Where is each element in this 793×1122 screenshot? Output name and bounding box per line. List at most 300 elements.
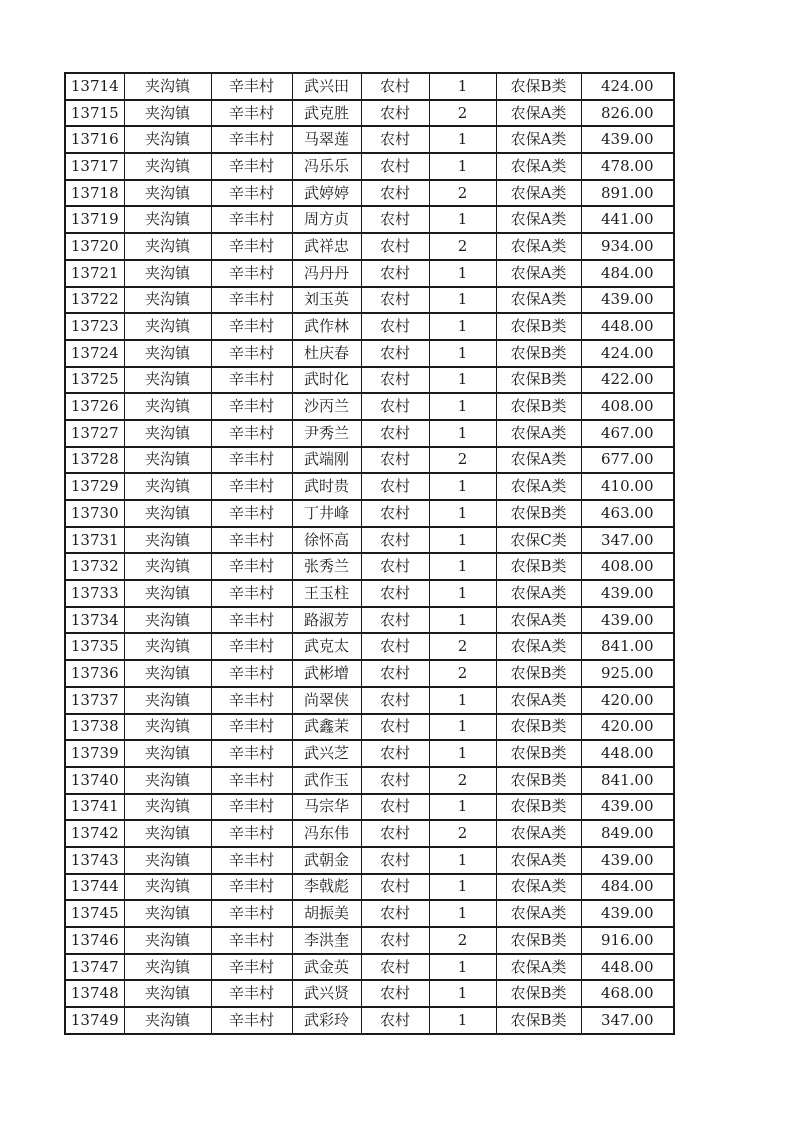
cell-id: 13729 bbox=[65, 473, 124, 500]
cell-town: 夹沟镇 bbox=[124, 874, 211, 901]
cell-town: 夹沟镇 bbox=[124, 633, 211, 660]
table-row bbox=[65, 767, 674, 794]
cell-town: 夹沟镇 bbox=[124, 233, 211, 260]
cell-village: 辛丰村 bbox=[211, 900, 292, 927]
cell-id: 13734 bbox=[65, 607, 124, 634]
cell-amount: 468.00 bbox=[581, 980, 674, 1007]
cell-count: 2 bbox=[429, 447, 496, 474]
table-row bbox=[65, 527, 674, 554]
cell-village: 辛丰村 bbox=[211, 714, 292, 741]
cell-amount: 925.00 bbox=[581, 660, 674, 687]
cell-category: 农保B类 bbox=[496, 393, 581, 420]
table-row bbox=[65, 927, 674, 954]
cell-id: 13743 bbox=[65, 847, 124, 874]
cell-id: 13717 bbox=[65, 153, 124, 180]
cell-town: 夹沟镇 bbox=[124, 767, 211, 794]
table-row bbox=[65, 1007, 674, 1034]
table-row bbox=[65, 740, 674, 767]
table-row bbox=[65, 633, 674, 660]
cell-type: 农村 bbox=[361, 180, 429, 207]
cell-town: 夹沟镇 bbox=[124, 794, 211, 821]
cell-count: 1 bbox=[429, 580, 496, 607]
cell-count: 2 bbox=[429, 633, 496, 660]
cell-id: 13749 bbox=[65, 1007, 124, 1034]
cell-town: 夹沟镇 bbox=[124, 607, 211, 634]
table-row bbox=[65, 900, 674, 927]
cell-category: 农保A类 bbox=[496, 687, 581, 714]
cell-amount: 424.00 bbox=[581, 73, 674, 100]
cell-name: 武彬增 bbox=[292, 660, 361, 687]
cell-town: 夹沟镇 bbox=[124, 287, 211, 314]
cell-category: 农保A类 bbox=[496, 206, 581, 233]
cell-type: 农村 bbox=[361, 473, 429, 500]
table-row bbox=[65, 100, 674, 127]
cell-name: 武兴贤 bbox=[292, 980, 361, 1007]
cell-count: 1 bbox=[429, 794, 496, 821]
cell-id: 13728 bbox=[65, 447, 124, 474]
cell-category: 农保A类 bbox=[496, 633, 581, 660]
cell-category: 农保B类 bbox=[496, 500, 581, 527]
cell-name: 武彩玲 bbox=[292, 1007, 361, 1034]
cell-name: 王玉柱 bbox=[292, 580, 361, 607]
cell-amount: 484.00 bbox=[581, 260, 674, 287]
cell-name: 武鑫茉 bbox=[292, 714, 361, 741]
cell-category: 农保A类 bbox=[496, 607, 581, 634]
cell-category: 农保A类 bbox=[496, 420, 581, 447]
cell-category: 农保A类 bbox=[496, 580, 581, 607]
cell-category: 农保A类 bbox=[496, 180, 581, 207]
table-row bbox=[65, 73, 674, 100]
cell-id: 13740 bbox=[65, 767, 124, 794]
cell-id: 13715 bbox=[65, 100, 124, 127]
cell-type: 农村 bbox=[361, 847, 429, 874]
cell-type: 农村 bbox=[361, 927, 429, 954]
cell-type: 农村 bbox=[361, 660, 429, 687]
table-row bbox=[65, 313, 674, 340]
cell-type: 农村 bbox=[361, 714, 429, 741]
cell-category: 农保A类 bbox=[496, 126, 581, 153]
cell-count: 1 bbox=[429, 340, 496, 367]
cell-amount: 408.00 bbox=[581, 553, 674, 580]
cell-name: 李洪奎 bbox=[292, 927, 361, 954]
cell-village: 辛丰村 bbox=[211, 180, 292, 207]
cell-type: 农村 bbox=[361, 420, 429, 447]
cell-village: 辛丰村 bbox=[211, 287, 292, 314]
cell-name: 武端刚 bbox=[292, 447, 361, 474]
cell-id: 13725 bbox=[65, 367, 124, 394]
cell-id: 13736 bbox=[65, 660, 124, 687]
cell-type: 农村 bbox=[361, 393, 429, 420]
cell-village: 辛丰村 bbox=[211, 447, 292, 474]
cell-town: 夹沟镇 bbox=[124, 714, 211, 741]
cell-category: 农保B类 bbox=[496, 1007, 581, 1034]
cell-category: 农保B类 bbox=[496, 553, 581, 580]
cell-category: 农保C类 bbox=[496, 527, 581, 554]
cell-amount: 448.00 bbox=[581, 740, 674, 767]
cell-town: 夹沟镇 bbox=[124, 927, 211, 954]
cell-town: 夹沟镇 bbox=[124, 500, 211, 527]
cell-village: 辛丰村 bbox=[211, 473, 292, 500]
cell-village: 辛丰村 bbox=[211, 607, 292, 634]
cell-id: 13720 bbox=[65, 233, 124, 260]
cell-village: 辛丰村 bbox=[211, 126, 292, 153]
cell-id: 13744 bbox=[65, 874, 124, 901]
cell-name: 武作林 bbox=[292, 313, 361, 340]
cell-amount: 439.00 bbox=[581, 126, 674, 153]
cell-name: 冯东伟 bbox=[292, 820, 361, 847]
cell-category: 农保B类 bbox=[496, 340, 581, 367]
cell-village: 辛丰村 bbox=[211, 206, 292, 233]
cell-count: 1 bbox=[429, 313, 496, 340]
table-row bbox=[65, 874, 674, 901]
cell-category: 农保A类 bbox=[496, 287, 581, 314]
cell-type: 农村 bbox=[361, 287, 429, 314]
cell-village: 辛丰村 bbox=[211, 500, 292, 527]
cell-count: 1 bbox=[429, 473, 496, 500]
cell-town: 夹沟镇 bbox=[124, 260, 211, 287]
cell-village: 辛丰村 bbox=[211, 633, 292, 660]
cell-id: 13726 bbox=[65, 393, 124, 420]
cell-name: 尚翠侠 bbox=[292, 687, 361, 714]
cell-type: 农村 bbox=[361, 1007, 429, 1034]
cell-count: 2 bbox=[429, 180, 496, 207]
cell-id: 13731 bbox=[65, 527, 124, 554]
cell-amount: 347.00 bbox=[581, 1007, 674, 1034]
cell-category: 农保A类 bbox=[496, 820, 581, 847]
cell-type: 农村 bbox=[361, 126, 429, 153]
cell-village: 辛丰村 bbox=[211, 660, 292, 687]
cell-town: 夹沟镇 bbox=[124, 447, 211, 474]
cell-amount: 420.00 bbox=[581, 714, 674, 741]
cell-count: 1 bbox=[429, 740, 496, 767]
cell-amount: 448.00 bbox=[581, 954, 674, 981]
table-row bbox=[65, 447, 674, 474]
cell-count: 1 bbox=[429, 900, 496, 927]
table-row bbox=[65, 367, 674, 394]
cell-village: 辛丰村 bbox=[211, 740, 292, 767]
cell-id: 13735 bbox=[65, 633, 124, 660]
table-row bbox=[65, 393, 674, 420]
cell-id: 13723 bbox=[65, 313, 124, 340]
cell-id: 13742 bbox=[65, 820, 124, 847]
cell-town: 夹沟镇 bbox=[124, 126, 211, 153]
cell-amount: 420.00 bbox=[581, 687, 674, 714]
cell-village: 辛丰村 bbox=[211, 340, 292, 367]
cell-town: 夹沟镇 bbox=[124, 393, 211, 420]
cell-id: 13716 bbox=[65, 126, 124, 153]
table-row bbox=[65, 420, 674, 447]
cell-category: 农保A类 bbox=[496, 954, 581, 981]
cell-name: 武祥忠 bbox=[292, 233, 361, 260]
cell-village: 辛丰村 bbox=[211, 927, 292, 954]
table-row bbox=[65, 954, 674, 981]
table-row bbox=[65, 260, 674, 287]
cell-name: 周方贞 bbox=[292, 206, 361, 233]
cell-amount: 826.00 bbox=[581, 100, 674, 127]
cell-count: 2 bbox=[429, 927, 496, 954]
cell-type: 农村 bbox=[361, 500, 429, 527]
cell-amount: 408.00 bbox=[581, 393, 674, 420]
cell-name: 马宗华 bbox=[292, 794, 361, 821]
cell-amount: 916.00 bbox=[581, 927, 674, 954]
cell-type: 农村 bbox=[361, 153, 429, 180]
cell-town: 夹沟镇 bbox=[124, 1007, 211, 1034]
cell-category: 农保A类 bbox=[496, 447, 581, 474]
cell-type: 农村 bbox=[361, 260, 429, 287]
table-row bbox=[65, 206, 674, 233]
cell-type: 农村 bbox=[361, 100, 429, 127]
cell-count: 2 bbox=[429, 767, 496, 794]
cell-id: 13733 bbox=[65, 580, 124, 607]
cell-name: 路淑芳 bbox=[292, 607, 361, 634]
cell-id: 13741 bbox=[65, 794, 124, 821]
cell-village: 辛丰村 bbox=[211, 687, 292, 714]
cell-amount: 439.00 bbox=[581, 900, 674, 927]
cell-town: 夹沟镇 bbox=[124, 180, 211, 207]
cell-village: 辛丰村 bbox=[211, 820, 292, 847]
cell-town: 夹沟镇 bbox=[124, 527, 211, 554]
cell-type: 农村 bbox=[361, 553, 429, 580]
cell-amount: 448.00 bbox=[581, 313, 674, 340]
cell-town: 夹沟镇 bbox=[124, 473, 211, 500]
table-row bbox=[65, 553, 674, 580]
cell-name: 武婷婷 bbox=[292, 180, 361, 207]
cell-village: 辛丰村 bbox=[211, 553, 292, 580]
cell-name: 冯乐乐 bbox=[292, 153, 361, 180]
cell-amount: 347.00 bbox=[581, 527, 674, 554]
cell-village: 辛丰村 bbox=[211, 874, 292, 901]
cell-town: 夹沟镇 bbox=[124, 687, 211, 714]
cell-id: 13724 bbox=[65, 340, 124, 367]
cell-id: 13748 bbox=[65, 980, 124, 1007]
cell-name: 刘玉英 bbox=[292, 287, 361, 314]
cell-town: 夹沟镇 bbox=[124, 100, 211, 127]
cell-village: 辛丰村 bbox=[211, 767, 292, 794]
cell-name: 武时贵 bbox=[292, 473, 361, 500]
table-row bbox=[65, 660, 674, 687]
cell-id: 13738 bbox=[65, 714, 124, 741]
cell-village: 辛丰村 bbox=[211, 367, 292, 394]
cell-town: 夹沟镇 bbox=[124, 900, 211, 927]
cell-amount: 410.00 bbox=[581, 473, 674, 500]
cell-type: 农村 bbox=[361, 447, 429, 474]
cell-town: 夹沟镇 bbox=[124, 660, 211, 687]
cell-amount: 934.00 bbox=[581, 233, 674, 260]
cell-name: 武朝金 bbox=[292, 847, 361, 874]
cell-name: 武兴芝 bbox=[292, 740, 361, 767]
cell-count: 1 bbox=[429, 980, 496, 1007]
cell-category: 农保A类 bbox=[496, 874, 581, 901]
table-row bbox=[65, 233, 674, 260]
cell-village: 辛丰村 bbox=[211, 100, 292, 127]
cell-count: 1 bbox=[429, 1007, 496, 1034]
cell-town: 夹沟镇 bbox=[124, 340, 211, 367]
cell-name: 武兴田 bbox=[292, 73, 361, 100]
cell-count: 1 bbox=[429, 393, 496, 420]
cell-type: 农村 bbox=[361, 340, 429, 367]
cell-amount: 849.00 bbox=[581, 820, 674, 847]
table-row bbox=[65, 607, 674, 634]
cell-category: 农保B类 bbox=[496, 73, 581, 100]
table-row bbox=[65, 847, 674, 874]
cell-name: 武克胜 bbox=[292, 100, 361, 127]
table-row bbox=[65, 714, 674, 741]
cell-town: 夹沟镇 bbox=[124, 580, 211, 607]
table-row bbox=[65, 126, 674, 153]
cell-id: 13714 bbox=[65, 73, 124, 100]
cell-town: 夹沟镇 bbox=[124, 313, 211, 340]
cell-amount: 484.00 bbox=[581, 874, 674, 901]
cell-village: 辛丰村 bbox=[211, 260, 292, 287]
cell-village: 辛丰村 bbox=[211, 794, 292, 821]
cell-type: 农村 bbox=[361, 580, 429, 607]
cell-amount: 439.00 bbox=[581, 287, 674, 314]
cell-count: 1 bbox=[429, 527, 496, 554]
cell-category: 农保B类 bbox=[496, 740, 581, 767]
cell-count: 1 bbox=[429, 126, 496, 153]
cell-town: 夹沟镇 bbox=[124, 420, 211, 447]
cell-category: 农保B类 bbox=[496, 767, 581, 794]
cell-town: 夹沟镇 bbox=[124, 367, 211, 394]
cell-count: 1 bbox=[429, 954, 496, 981]
cell-id: 13722 bbox=[65, 287, 124, 314]
cell-village: 辛丰村 bbox=[211, 580, 292, 607]
cell-type: 农村 bbox=[361, 527, 429, 554]
cell-village: 辛丰村 bbox=[211, 1007, 292, 1034]
cell-category: 农保B类 bbox=[496, 714, 581, 741]
table-row bbox=[65, 820, 674, 847]
cell-category: 农保A类 bbox=[496, 233, 581, 260]
cell-village: 辛丰村 bbox=[211, 527, 292, 554]
cell-category: 农保A类 bbox=[496, 473, 581, 500]
cell-village: 辛丰村 bbox=[211, 313, 292, 340]
table-row bbox=[65, 980, 674, 1007]
cell-amount: 891.00 bbox=[581, 180, 674, 207]
table-sheet bbox=[64, 72, 675, 1035]
cell-type: 农村 bbox=[361, 367, 429, 394]
cell-count: 1 bbox=[429, 847, 496, 874]
cell-count: 1 bbox=[429, 687, 496, 714]
cell-village: 辛丰村 bbox=[211, 420, 292, 447]
cell-category: 农保A类 bbox=[496, 900, 581, 927]
cell-village: 辛丰村 bbox=[211, 393, 292, 420]
cell-count: 1 bbox=[429, 260, 496, 287]
cell-type: 农村 bbox=[361, 313, 429, 340]
cell-type: 农村 bbox=[361, 607, 429, 634]
cell-name: 丁井峰 bbox=[292, 500, 361, 527]
cell-id: 13719 bbox=[65, 206, 124, 233]
cell-id: 13746 bbox=[65, 927, 124, 954]
cell-type: 农村 bbox=[361, 900, 429, 927]
cell-category: 农保B类 bbox=[496, 927, 581, 954]
cell-id: 13745 bbox=[65, 900, 124, 927]
cell-count: 1 bbox=[429, 153, 496, 180]
cell-type: 农村 bbox=[361, 687, 429, 714]
cell-town: 夹沟镇 bbox=[124, 980, 211, 1007]
table-row bbox=[65, 687, 674, 714]
cell-count: 2 bbox=[429, 233, 496, 260]
cell-category: 农保A类 bbox=[496, 260, 581, 287]
cell-id: 13739 bbox=[65, 740, 124, 767]
cell-town: 夹沟镇 bbox=[124, 847, 211, 874]
cell-name: 徐怀高 bbox=[292, 527, 361, 554]
cell-amount: 841.00 bbox=[581, 633, 674, 660]
cell-name: 尹秀兰 bbox=[292, 420, 361, 447]
cell-type: 农村 bbox=[361, 233, 429, 260]
cell-amount: 677.00 bbox=[581, 447, 674, 474]
cell-name: 武克太 bbox=[292, 633, 361, 660]
cell-town: 夹沟镇 bbox=[124, 553, 211, 580]
cell-category: 农保A类 bbox=[496, 100, 581, 127]
cell-count: 1 bbox=[429, 367, 496, 394]
table-row bbox=[65, 287, 674, 314]
cell-village: 辛丰村 bbox=[211, 153, 292, 180]
cell-type: 农村 bbox=[361, 206, 429, 233]
cell-name: 李戟彪 bbox=[292, 874, 361, 901]
cell-name: 沙丙兰 bbox=[292, 393, 361, 420]
cell-count: 1 bbox=[429, 553, 496, 580]
table-row bbox=[65, 153, 674, 180]
cell-amount: 439.00 bbox=[581, 847, 674, 874]
cell-name: 冯丹丹 bbox=[292, 260, 361, 287]
cell-town: 夹沟镇 bbox=[124, 954, 211, 981]
cell-type: 农村 bbox=[361, 820, 429, 847]
cell-count: 1 bbox=[429, 874, 496, 901]
cell-town: 夹沟镇 bbox=[124, 153, 211, 180]
cell-category: 农保B类 bbox=[496, 660, 581, 687]
cell-name: 武作玉 bbox=[292, 767, 361, 794]
cell-count: 2 bbox=[429, 100, 496, 127]
cell-amount: 439.00 bbox=[581, 580, 674, 607]
cell-amount: 841.00 bbox=[581, 767, 674, 794]
cell-name: 马翠莲 bbox=[292, 126, 361, 153]
table-row bbox=[65, 473, 674, 500]
cell-village: 辛丰村 bbox=[211, 233, 292, 260]
cell-id: 13732 bbox=[65, 553, 124, 580]
pension-roster-table bbox=[64, 72, 675, 1035]
cell-id: 13747 bbox=[65, 954, 124, 981]
cell-town: 夹沟镇 bbox=[124, 73, 211, 100]
cell-type: 农村 bbox=[361, 954, 429, 981]
cell-amount: 463.00 bbox=[581, 500, 674, 527]
table-row bbox=[65, 580, 674, 607]
table-row bbox=[65, 500, 674, 527]
cell-category: 农保B类 bbox=[496, 980, 581, 1007]
cell-type: 农村 bbox=[361, 874, 429, 901]
cell-town: 夹沟镇 bbox=[124, 206, 211, 233]
cell-amount: 467.00 bbox=[581, 420, 674, 447]
cell-type: 农村 bbox=[361, 73, 429, 100]
cell-id: 13727 bbox=[65, 420, 124, 447]
cell-type: 农村 bbox=[361, 767, 429, 794]
cell-count: 1 bbox=[429, 420, 496, 447]
cell-village: 辛丰村 bbox=[211, 954, 292, 981]
cell-count: 1 bbox=[429, 607, 496, 634]
cell-village: 辛丰村 bbox=[211, 73, 292, 100]
cell-type: 农村 bbox=[361, 794, 429, 821]
cell-name: 张秀兰 bbox=[292, 553, 361, 580]
cell-type: 农村 bbox=[361, 633, 429, 660]
cell-id: 13721 bbox=[65, 260, 124, 287]
cell-amount: 439.00 bbox=[581, 607, 674, 634]
cell-id: 13718 bbox=[65, 180, 124, 207]
cell-count: 2 bbox=[429, 820, 496, 847]
cell-name: 杜庆春 bbox=[292, 340, 361, 367]
cell-count: 1 bbox=[429, 73, 496, 100]
cell-id: 13737 bbox=[65, 687, 124, 714]
cell-count: 2 bbox=[429, 660, 496, 687]
cell-count: 1 bbox=[429, 500, 496, 527]
